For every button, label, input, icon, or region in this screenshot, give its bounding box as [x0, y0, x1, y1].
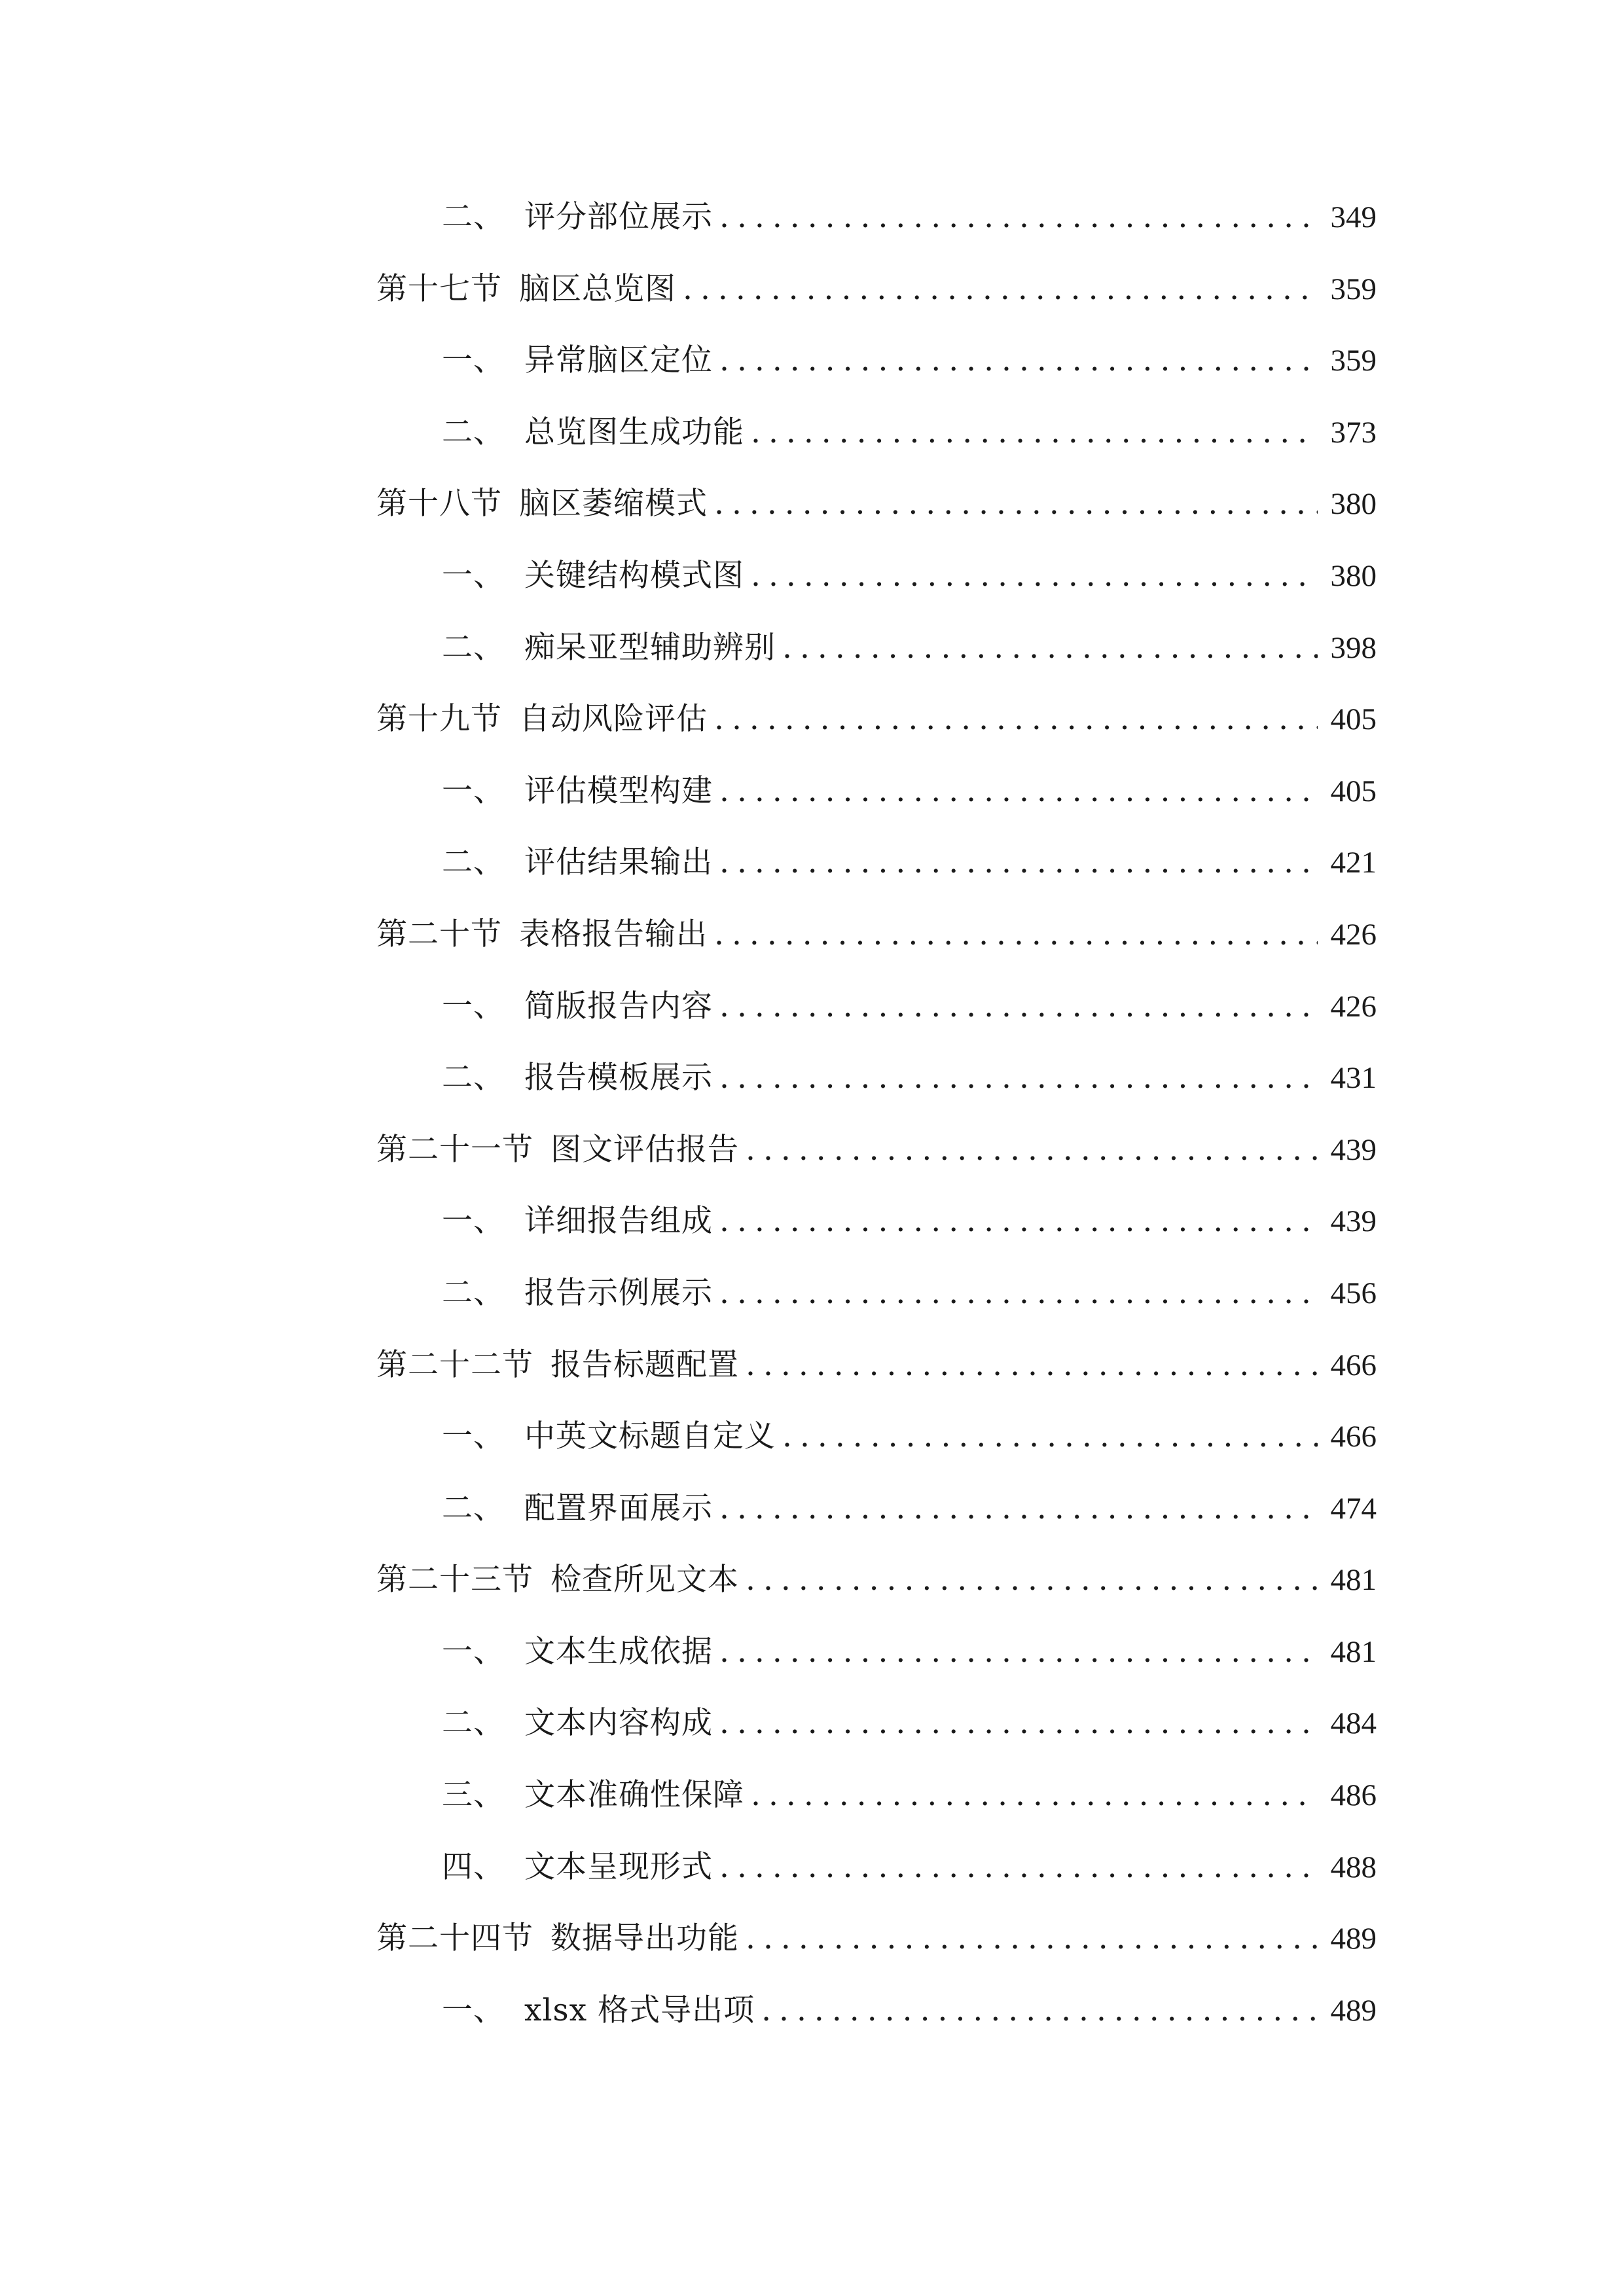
dot-leader: [719, 191, 1318, 243]
entry-title: 文本内容构成: [524, 1705, 713, 1742]
entry-number: 一、: [442, 1992, 505, 2028]
toc-entry[interactable]: [376, 1482, 1377, 1554]
toc-entry[interactable]: [376, 1410, 1377, 1482]
entry-number: 第二十一节: [376, 1131, 533, 1168]
dot-leader: [746, 1554, 1318, 1606]
dot-leader: [746, 1912, 1318, 1965]
entry-number: 二、: [442, 629, 505, 666]
toc-entry[interactable]: [376, 1697, 1377, 1769]
page-number: 488: [1330, 1850, 1377, 1884]
entry-number: 第二十二节: [376, 1346, 533, 1383]
toc-entry[interactable]: [376, 406, 1377, 478]
page-number: 373: [1330, 415, 1377, 450]
toc-entry[interactable]: [376, 1124, 1377, 1196]
entry-title: 评估结果输出: [524, 844, 713, 881]
entry-title: 配置界面展示: [524, 1490, 713, 1526]
dot-leader: [782, 1410, 1318, 1463]
page-number: 466: [1330, 1420, 1377, 1454]
entry-title: 报告标题配置: [550, 1346, 739, 1383]
page-number: 466: [1330, 1348, 1377, 1382]
toc-entry[interactable]: [376, 263, 1377, 335]
dot-leader: [751, 1769, 1318, 1821]
toc-entry[interactable]: [376, 1195, 1377, 1267]
entry-number: 第二十四节: [376, 1920, 533, 1957]
entry-title: 表格报告输出: [519, 916, 708, 952]
entry-number: 二、: [442, 1490, 505, 1526]
entry-number: 一、: [442, 342, 505, 379]
toc-entry[interactable]: [376, 1769, 1377, 1841]
toc-entry[interactable]: [376, 478, 1377, 550]
dot-leader: [761, 1984, 1318, 2037]
toc-entry[interactable]: [376, 836, 1377, 908]
page-number: 359: [1330, 272, 1377, 306]
entry-title: 图文评估报告: [550, 1131, 739, 1168]
entry-title: 痴呆亚型辅助辨别: [524, 629, 776, 666]
dot-leader: [719, 765, 1318, 817]
entry-number: 第二十节: [376, 916, 502, 952]
table-of-contents: [376, 191, 1377, 2056]
page-number: 431: [1330, 1061, 1377, 1096]
entry-title: 脑区总览图: [519, 270, 676, 307]
toc-entry[interactable]: [376, 1626, 1377, 1698]
entry-title: 异常脑区定位: [524, 342, 713, 379]
toc-entry[interactable]: [376, 1912, 1377, 1984]
entry-title: 报告示例展示: [524, 1274, 713, 1311]
entry-title: 评分部位展示: [524, 199, 713, 235]
entry-title: 报告模板展示: [524, 1060, 713, 1096]
entry-title: 文本生成依据: [524, 1633, 713, 1670]
dot-leader: [751, 406, 1318, 459]
page-number: 421: [1330, 846, 1377, 880]
dot-leader: [719, 836, 1318, 889]
dot-leader: [751, 550, 1318, 602]
page-number: 359: [1330, 344, 1377, 378]
entry-title: 检查所见文本: [550, 1562, 739, 1598]
entry-number: 一、: [442, 988, 505, 1024]
dot-leader: [719, 980, 1318, 1033]
dot-leader: [782, 622, 1318, 674]
toc-entry[interactable]: [376, 1554, 1377, 1626]
page-number: 456: [1330, 1276, 1377, 1310]
entry-number: 一、: [442, 772, 505, 809]
toc-entry[interactable]: [376, 908, 1377, 980]
toc-entry[interactable]: [376, 334, 1377, 406]
dot-leader: [719, 1841, 1318, 1893]
page-number: 489: [1330, 1993, 1377, 2028]
dot-leader: [719, 1482, 1318, 1535]
entry-number: 二、: [442, 1060, 505, 1096]
entry-number: 第十七节: [376, 270, 502, 307]
toc-entry[interactable]: [376, 1339, 1377, 1411]
entry-number: 二、: [442, 1274, 505, 1311]
entry-number: 二、: [442, 844, 505, 881]
page-number: 481: [1330, 1563, 1377, 1598]
entry-number: 四、: [442, 1848, 505, 1885]
page-number: 484: [1330, 1706, 1377, 1741]
entry-number: 第十八节: [376, 486, 502, 522]
page-number: 405: [1330, 774, 1377, 808]
dot-leader: [719, 1052, 1318, 1104]
toc-entry[interactable]: [376, 622, 1377, 694]
dot-leader: [719, 334, 1318, 387]
toc-entry[interactable]: [376, 1052, 1377, 1124]
entry-number: 第十九节: [376, 701, 502, 738]
toc-entry[interactable]: [376, 693, 1377, 765]
entry-number: 第二十三节: [376, 1562, 533, 1598]
dot-leader: [746, 1124, 1318, 1176]
entry-number: 二、: [442, 1705, 505, 1742]
page-number: 489: [1330, 1922, 1377, 1956]
dot-leader: [719, 1267, 1318, 1319]
entry-title: xlsx 格式导出项: [524, 1992, 755, 2028]
entry-number: 一、: [442, 1633, 505, 1670]
page-number: 398: [1330, 630, 1377, 665]
entry-title: 评估模型构建: [524, 772, 713, 809]
page-number: 426: [1330, 917, 1377, 952]
page-number: 380: [1330, 558, 1377, 593]
toc-entry[interactable]: [376, 191, 1377, 263]
page-number: 474: [1330, 1491, 1377, 1526]
page-number: 486: [1330, 1778, 1377, 1813]
entry-title: 简版报告内容: [524, 988, 713, 1024]
dot-leader: [714, 693, 1318, 745]
entry-number: 一、: [442, 1203, 505, 1240]
entry-title: 脑区萎缩模式: [519, 486, 708, 522]
dot-leader: [683, 263, 1318, 315]
entry-title: 文本准确性保障: [524, 1777, 744, 1814]
page-number: 439: [1330, 1132, 1377, 1167]
page-number: 426: [1330, 989, 1377, 1024]
toc-entry[interactable]: [376, 550, 1377, 622]
entry-number: 一、: [442, 557, 505, 594]
entry-title: 总览图生成功能: [524, 414, 744, 450]
page-number: 405: [1330, 702, 1377, 737]
toc-entry[interactable]: [376, 1984, 1377, 2056]
entry-title: 数据导出功能: [550, 1920, 739, 1957]
entry-title: 关键结构模式图: [524, 557, 744, 594]
dot-leader: [719, 1697, 1318, 1749]
entry-title: 中英文标题自定义: [524, 1418, 776, 1455]
entry-title: 详细报告组成: [524, 1203, 713, 1240]
entry-number: 二、: [442, 414, 505, 450]
entry-title: 文本呈现形式: [524, 1848, 713, 1885]
toc-entry[interactable]: [376, 1841, 1377, 1913]
entry-title: 自动风险评估: [519, 701, 708, 738]
dot-leader: [714, 478, 1318, 530]
page-number: 349: [1330, 200, 1377, 234]
dot-leader: [714, 908, 1318, 961]
toc-entry[interactable]: [376, 980, 1377, 1052]
entry-number: 三、: [442, 1777, 505, 1814]
entry-number: 二、: [442, 199, 505, 235]
dot-leader: [746, 1339, 1318, 1391]
page-number: 380: [1330, 487, 1377, 522]
page-number: 439: [1330, 1204, 1377, 1239]
toc-entry[interactable]: [376, 1267, 1377, 1339]
dot-leader: [719, 1195, 1318, 1247]
toc-entry[interactable]: [376, 765, 1377, 837]
entry-number: 一、: [442, 1418, 505, 1455]
page-number: 481: [1330, 1634, 1377, 1669]
dot-leader: [719, 1626, 1318, 1678]
